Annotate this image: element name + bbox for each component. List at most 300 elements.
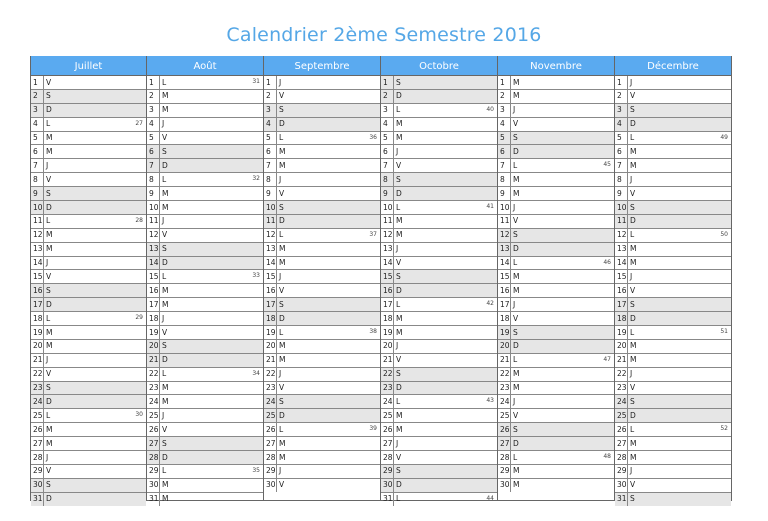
day-number: 9: [617, 188, 622, 198]
month-header: Novembre: [498, 56, 614, 75]
cell-divider: [627, 493, 628, 506]
day-number: 13: [617, 244, 627, 254]
day-row: [147, 228, 263, 242]
cell-divider: [393, 354, 394, 367]
month-header: Août: [147, 56, 263, 75]
cell-divider: [510, 423, 511, 436]
cell-divider: [43, 201, 44, 214]
weekday-letter: M: [513, 174, 520, 184]
weekday-letter: M: [279, 438, 286, 448]
weekday-letter: D: [162, 355, 168, 365]
cell-divider: [276, 187, 277, 200]
weekday-letter: L: [396, 202, 401, 212]
weekday-letter: V: [46, 174, 52, 184]
cell-divider: [276, 90, 277, 103]
weekday-letter: V: [162, 133, 168, 143]
weekday-letter: V: [162, 424, 168, 434]
weekday-letter: V: [630, 188, 636, 198]
weekday-letter: D: [396, 188, 402, 198]
cell-divider: [510, 395, 511, 408]
cell-divider: [393, 340, 394, 353]
cell-divider: [276, 298, 277, 311]
cell-divider: [627, 326, 628, 339]
day-row: [147, 103, 263, 117]
day-row: [498, 325, 614, 339]
cell-divider: [393, 326, 394, 339]
day-number: 14: [383, 258, 393, 268]
day-row: [147, 158, 263, 172]
month-header: Octobre: [381, 56, 497, 75]
weekday-letter: D: [46, 299, 52, 309]
day-number: 6: [383, 146, 388, 156]
cell-divider: [510, 215, 511, 228]
day-number: 8: [617, 174, 622, 184]
cell-divider: [510, 173, 511, 186]
weekday-letter: M: [396, 216, 403, 226]
day-number: 1: [33, 77, 38, 87]
cell-divider: [627, 451, 628, 464]
day-row: [147, 89, 263, 103]
day-number: 1: [617, 77, 622, 87]
day-row: [615, 75, 731, 89]
cell-divider: [276, 201, 277, 214]
week-number: 29: [135, 314, 143, 322]
day-number: 19: [500, 327, 510, 337]
weekday-letter: L: [513, 258, 518, 268]
day-row: [381, 186, 497, 200]
cell-divider: [510, 298, 511, 311]
weekday-letter: D: [630, 410, 636, 420]
weekday-letter: S: [46, 91, 51, 101]
cell-divider: [627, 270, 628, 283]
cell-divider: [276, 159, 277, 172]
day-number: 13: [383, 244, 393, 254]
day-number: 4: [33, 119, 38, 129]
cell-divider: [43, 423, 44, 436]
day-row: [31, 75, 146, 89]
weekday-letter: D: [513, 341, 519, 351]
day-row: [615, 283, 731, 297]
day-number: 27: [500, 438, 510, 448]
day-row: [381, 242, 497, 256]
day-number: 22: [33, 369, 43, 379]
weekday-letter: M: [396, 313, 403, 323]
weekday-letter: M: [162, 202, 169, 212]
day-number: 13: [266, 244, 276, 254]
cell-divider: [276, 479, 277, 492]
day-row: [31, 269, 146, 283]
cell-divider: [627, 284, 628, 297]
day-number: 20: [149, 341, 159, 351]
day-number: 9: [383, 188, 388, 198]
cell-divider: [393, 243, 394, 256]
weekday-letter: J: [162, 410, 165, 420]
day-number: 12: [266, 230, 276, 240]
weekday-letter: S: [279, 396, 284, 406]
day-number: 10: [33, 202, 43, 212]
weekday-letter: L: [630, 133, 635, 143]
weekday-letter: M: [396, 119, 403, 129]
cell-divider: [159, 173, 160, 186]
day-number: 22: [500, 369, 510, 379]
cell-divider: [276, 368, 277, 381]
weekday-letter: M: [46, 327, 53, 337]
weekday-letter: D: [630, 119, 636, 129]
day-number: 4: [149, 119, 154, 129]
weekday-letter: S: [162, 244, 167, 254]
day-number: 12: [617, 230, 627, 240]
day-row: [264, 75, 380, 89]
weekday-letter: S: [162, 341, 167, 351]
day-number: 24: [617, 396, 627, 406]
weekday-letter: M: [279, 160, 286, 170]
cell-divider: [393, 409, 394, 422]
cell-divider: [510, 284, 511, 297]
page-title: Calendrier 2ème Semestre 2016: [226, 24, 542, 46]
day-number: 14: [500, 258, 510, 268]
day-row: [264, 394, 380, 408]
day-row: [264, 144, 380, 158]
cell-divider: [393, 76, 394, 89]
day-row: [264, 367, 380, 381]
cell-divider: [627, 159, 628, 172]
weekday-letter: D: [162, 452, 168, 462]
day-row: [31, 394, 146, 408]
cell-divider: [510, 340, 511, 353]
weekday-letter: V: [162, 230, 168, 240]
day-number: 25: [149, 410, 159, 420]
day-number: 19: [149, 327, 159, 337]
cell-divider: [43, 187, 44, 200]
week-number: 43: [486, 397, 494, 405]
day-row: [264, 269, 380, 283]
day-row: [264, 325, 380, 339]
week-number: 35: [252, 466, 260, 474]
cell-divider: [393, 382, 394, 395]
weekday-letter: V: [46, 77, 52, 87]
weekday-letter: L: [279, 327, 284, 337]
cell-divider: [276, 409, 277, 422]
cell-divider: [43, 270, 44, 283]
day-row: [264, 186, 380, 200]
cell-divider: [43, 340, 44, 353]
day-number: 17: [149, 299, 159, 309]
day-number: 11: [33, 216, 43, 226]
day-number: 10: [617, 202, 627, 212]
day-number: 11: [383, 216, 393, 226]
day-row: [498, 75, 614, 89]
day-number: 28: [617, 452, 627, 462]
weekday-letter: S: [46, 188, 51, 198]
day-row: [381, 478, 497, 492]
day-row: [264, 103, 380, 117]
day-number: 15: [500, 271, 510, 281]
day-row: [498, 450, 614, 464]
day-number: 10: [383, 202, 393, 212]
weekday-letter: S: [396, 369, 401, 379]
day-row: [615, 367, 731, 381]
cell-divider: [510, 312, 511, 325]
day-number: 31: [33, 494, 43, 504]
cell-divider: [159, 298, 160, 311]
weekday-letter: D: [630, 313, 636, 323]
weekday-letter: J: [162, 119, 165, 129]
weekday-letter: V: [513, 119, 519, 129]
weekday-letter: J: [279, 77, 282, 87]
day-row: [147, 311, 263, 325]
cell-divider: [627, 382, 628, 395]
cell-divider: [276, 118, 277, 131]
cell-divider: [43, 409, 44, 422]
week-number: 27: [135, 119, 143, 127]
day-number: 5: [33, 133, 38, 143]
day-number: 6: [617, 146, 622, 156]
weekday-letter: V: [630, 383, 636, 393]
cell-divider: [510, 159, 511, 172]
weekday-letter: M: [162, 188, 169, 198]
day-number: 15: [33, 271, 43, 281]
weekday-letter: L: [513, 355, 518, 365]
day-row: [381, 353, 497, 367]
cell-divider: [510, 145, 511, 158]
day-number: 2: [266, 91, 271, 101]
day-number: 25: [266, 410, 276, 420]
day-row: [615, 200, 731, 214]
day-number: 12: [500, 230, 510, 240]
cell-divider: [627, 437, 628, 450]
day-number: 28: [266, 452, 276, 462]
day-number: 12: [149, 230, 159, 240]
day-row: [381, 117, 497, 131]
day-row: [381, 75, 497, 89]
cell-divider: [393, 173, 394, 186]
weekday-letter: M: [513, 369, 520, 379]
week-number: 51: [720, 328, 728, 336]
week-number: 42: [486, 300, 494, 308]
day-number: 4: [383, 119, 388, 129]
day-number: 22: [383, 369, 393, 379]
cell-divider: [43, 451, 44, 464]
day-number: 17: [617, 299, 627, 309]
weekday-letter: D: [513, 244, 519, 254]
day-number: 2: [383, 91, 388, 101]
month-column-octobre: [381, 56, 498, 504]
weekday-letter: M: [162, 91, 169, 101]
day-row: [498, 297, 614, 311]
day-row: [498, 408, 614, 422]
cell-divider: [159, 187, 160, 200]
weekday-letter: L: [396, 105, 401, 115]
cell-divider: [510, 354, 511, 367]
day-number: 26: [149, 424, 159, 434]
day-number: 7: [266, 160, 271, 170]
day-row: [147, 408, 263, 422]
day-number: 30: [266, 480, 276, 490]
cell-divider: [393, 132, 394, 145]
month-column-novembre: [498, 56, 615, 501]
cell-divider: [393, 187, 394, 200]
day-row: [147, 117, 263, 131]
weekday-letter: J: [630, 77, 633, 87]
cell-divider: [393, 215, 394, 228]
weekday-letter: J: [162, 313, 165, 323]
day-number: 30: [500, 480, 510, 490]
weekday-letter: M: [46, 230, 53, 240]
weekday-letter: L: [162, 466, 167, 476]
week-number: 40: [486, 105, 494, 113]
weekday-letter: V: [630, 91, 636, 101]
day-number: 29: [33, 466, 43, 476]
weekday-letter: M: [513, 91, 520, 101]
day-row: [615, 228, 731, 242]
weekday-letter: V: [46, 369, 52, 379]
cell-divider: [510, 257, 511, 270]
weekday-letter: M: [46, 244, 53, 254]
weekday-letter: M: [396, 424, 403, 434]
weekday-letter: M: [279, 355, 286, 365]
weekday-letter: J: [630, 271, 633, 281]
day-number: 9: [149, 188, 154, 198]
day-number: 28: [500, 452, 510, 462]
day-row: [31, 283, 146, 297]
weekday-letter: D: [513, 438, 519, 448]
cell-divider: [393, 312, 394, 325]
day-number: 11: [266, 216, 276, 226]
day-number: 13: [33, 244, 43, 254]
weekday-letter: M: [162, 383, 169, 393]
day-row: [147, 367, 263, 381]
day-row: [381, 339, 497, 353]
day-row: [264, 89, 380, 103]
day-row: [31, 144, 146, 158]
day-row: [381, 408, 497, 422]
weekday-letter: S: [630, 299, 635, 309]
cell-divider: [276, 354, 277, 367]
weekday-letter: D: [396, 480, 402, 490]
day-row: [31, 436, 146, 450]
day-number: 3: [149, 105, 154, 115]
day-row: [147, 172, 263, 186]
cell-divider: [393, 465, 394, 478]
day-number: 9: [33, 188, 38, 198]
day-number: 4: [500, 119, 505, 129]
weekday-letter: L: [396, 494, 401, 504]
cell-divider: [43, 173, 44, 186]
cell-divider: [276, 465, 277, 478]
weekday-letter: M: [630, 258, 637, 268]
cell-divider: [159, 409, 160, 422]
day-row: [498, 117, 614, 131]
cell-divider: [627, 201, 628, 214]
weekday-letter: M: [513, 188, 520, 198]
day-number: 16: [33, 285, 43, 295]
weekday-letter: V: [279, 383, 285, 393]
day-number: 25: [33, 410, 43, 420]
weekday-letter: M: [630, 341, 637, 351]
day-number: 12: [383, 230, 393, 240]
day-number: 23: [500, 383, 510, 393]
cell-divider: [159, 340, 160, 353]
weekday-letter: L: [513, 160, 518, 170]
weekday-letter: L: [46, 119, 51, 129]
weekday-letter: M: [630, 355, 637, 365]
cell-divider: [276, 382, 277, 395]
cell-divider: [510, 118, 511, 131]
day-row: [381, 172, 497, 186]
cell-divider: [159, 257, 160, 270]
day-number: 10: [149, 202, 159, 212]
day-row: [147, 75, 263, 89]
day-number: 25: [500, 410, 510, 420]
weekday-letter: M: [396, 410, 403, 420]
cell-divider: [627, 90, 628, 103]
cell-divider: [43, 76, 44, 89]
cell-divider: [627, 395, 628, 408]
month-column-aout: [147, 56, 264, 504]
day-number: 19: [617, 327, 627, 337]
day-number: 2: [149, 91, 154, 101]
day-number: 20: [266, 341, 276, 351]
weekday-letter: D: [396, 91, 402, 101]
day-number: 6: [500, 146, 505, 156]
cell-divider: [276, 104, 277, 117]
weekday-letter: V: [279, 480, 285, 490]
day-row: [31, 492, 146, 506]
day-number: 16: [383, 285, 393, 295]
cell-divider: [393, 451, 394, 464]
day-row: [147, 256, 263, 270]
cell-divider: [393, 90, 394, 103]
day-row: [31, 450, 146, 464]
day-row: [615, 131, 731, 145]
day-number: 14: [617, 258, 627, 268]
day-row: [381, 269, 497, 283]
cell-divider: [393, 270, 394, 283]
weekday-letter: J: [513, 396, 516, 406]
cell-divider: [393, 298, 394, 311]
weekday-letter: M: [513, 466, 520, 476]
weekday-letter: D: [162, 258, 168, 268]
day-row: [264, 283, 380, 297]
day-number: 10: [500, 202, 510, 212]
cell-divider: [510, 437, 511, 450]
cell-divider: [159, 159, 160, 172]
month-header: Décembre: [615, 56, 731, 75]
weekday-letter: J: [279, 271, 282, 281]
cell-divider: [510, 451, 511, 464]
cell-divider: [276, 132, 277, 145]
day-number: 24: [266, 396, 276, 406]
day-row: [381, 144, 497, 158]
day-number: 8: [500, 174, 505, 184]
cell-divider: [159, 90, 160, 103]
weekday-letter: J: [46, 452, 49, 462]
day-number: 17: [383, 299, 393, 309]
day-number: 21: [33, 355, 43, 365]
weekday-letter: L: [162, 77, 167, 87]
day-row: [147, 381, 263, 395]
weekday-letter: J: [513, 105, 516, 115]
cell-divider: [43, 284, 44, 297]
day-row: [31, 89, 146, 103]
cell-divider: [393, 201, 394, 214]
cell-divider: [510, 409, 511, 422]
weekday-letter: S: [630, 396, 635, 406]
day-number: 15: [149, 271, 159, 281]
week-number: 50: [720, 230, 728, 238]
weekday-letter: D: [46, 202, 52, 212]
day-number: 20: [383, 341, 393, 351]
